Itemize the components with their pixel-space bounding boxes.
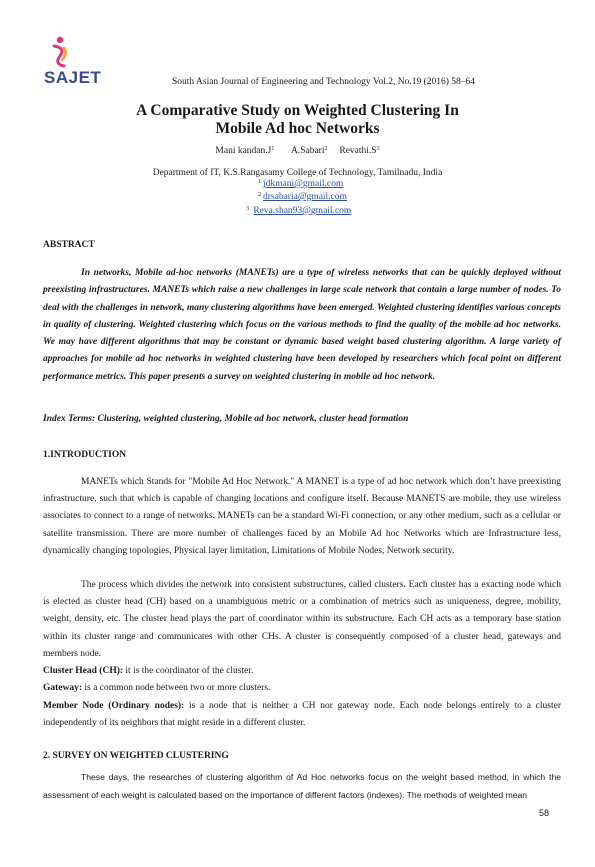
- journal-citation: South Asian Journal of Engineering and Technology Vol.2, No.19 (2016) 58–64: [172, 77, 476, 87]
- email-link[interactable]: Reva.shan93@gmail.com: [253, 206, 352, 216]
- definition-desc: is a common node between two or more clusters.: [82, 683, 271, 693]
- logo-text: SAJET: [44, 68, 102, 87]
- author-sup: 1: [271, 146, 275, 152]
- definition-desc: it is the coordinator of the cluster.: [123, 666, 254, 676]
- email-sup: 1: [258, 179, 261, 185]
- email-sup: 3: [246, 206, 249, 212]
- email-sup: 2: [258, 192, 261, 198]
- email-line: [258, 192, 347, 202]
- page-number: 58: [539, 808, 550, 818]
- definition-item: [43, 680, 561, 697]
- affiliation: Department of IT, K.S.Rangasamy College of Technology, Tamilnadu, India: [152, 168, 443, 178]
- introduction-heading: 1.INTRODUCTION: [43, 450, 127, 460]
- author-name: Mani kandan.J: [215, 146, 272, 156]
- email-link[interactable]: drsabaria@gmail.com: [263, 192, 347, 202]
- author-name: Revathi.S: [339, 146, 377, 156]
- definition-term: Gateway:: [43, 683, 83, 693]
- index-terms: Index Terms: Clustering, weighted clustering, Mobile ad hoc network, cluster head formation: [43, 414, 409, 424]
- intro-paragraph-1: MANETs which Stands for "Mobile Ad Hoc Network." A MANET is a type of ad hoc network which don’t have preexisting infrastructure, such that which is capable of changing locations and configure itself. Because MANETS are mobile, they use wireless associates to connect to a range of networks. MANETs can be a standard Wi-Fi connection, or any other medium, such as a cellular or satellite transmission. There are more number of challenges faced by an Mobile Ad hoc Networks which are Infrastructure less, dynamically changing topologies, Physical layer limitation, Limitations of Mobile Nodes, Network security.: [43, 477, 561, 556]
- definition-item: [43, 698, 561, 732]
- abstract-text: In networks, Mobile ad-hoc networks (MANETs) are a type of wireless networks that can be quickly deployed without preexisting infrastructures. MANETs which raise a new challenges in large scale network that contain a large number of nodes. To deal with the challenges in network, many clustering algorithms have been emerged. Weighted clustering identifies various concepts in quality of clustering. Weighted clustering which focus on the various methods to find the quality of the mobile ad hoc networks. We may have different algorithms that may be constant or dynamic based weight based clustering algorithm. A large variety of approaches for mobile ad hoc networks in weighted clustering have been developed by researchers which focal point on different performance metrics. This paper presents a survey on weighted clustering in mobile ad hoc network.: [43, 268, 561, 382]
- definition-term: Cluster Head (CH):: [43, 666, 124, 676]
- paper-title-line1: A Comparative Study on Weighted Clustering In: [136, 102, 459, 119]
- email-line: [258, 179, 343, 189]
- survey-paragraph-1: These days, the researches of clustering algorithm of Ad Hoc networks focus on the weight based method, in which the assessment of each weight is calculated based on the importance of different factors (indexes). The methods of weighted mean: [43, 772, 561, 800]
- author-name: A.Sabari: [290, 146, 325, 156]
- paper-title-line2: Mobile Ad hoc Networks: [215, 120, 380, 137]
- email-line: [246, 206, 351, 216]
- author-list: [0, 146, 595, 156]
- definition-desc: is a node that is neither a CH nor gateway node. Each node belongs entirely to a cluster independently of its neighbors that might reside in a different cluster.: [43, 701, 561, 729]
- intro-paragraph-2: The process which divides the network into consistent substructures, called clusters. Each cluster has a exacting node which is elected as cluster head (CH) based on a unambiguous metric or a combination of metrics such as uniqueness, degree, mobility, weight, density, etc. The cluster head plays the part of coordinator within its substructure. Each CH acts as a temporary base station within its cluster range and communicates with other CHs. A cluster is consequently composed of a cluster head, gateways and members node.: [43, 580, 561, 659]
- definition-item: [43, 663, 561, 680]
- email-link[interactable]: jdkmani@gmail.com: [263, 179, 344, 189]
- author-sup: 3: [376, 146, 380, 152]
- survey-heading: 2. SURVEY ON WEIGHTED CLUSTERING: [43, 751, 229, 761]
- abstract-heading: ABSTRACT: [43, 240, 95, 250]
- definition-term: Member Node (Ordinary nodes):: [43, 701, 185, 711]
- author-sup: 2: [324, 146, 328, 152]
